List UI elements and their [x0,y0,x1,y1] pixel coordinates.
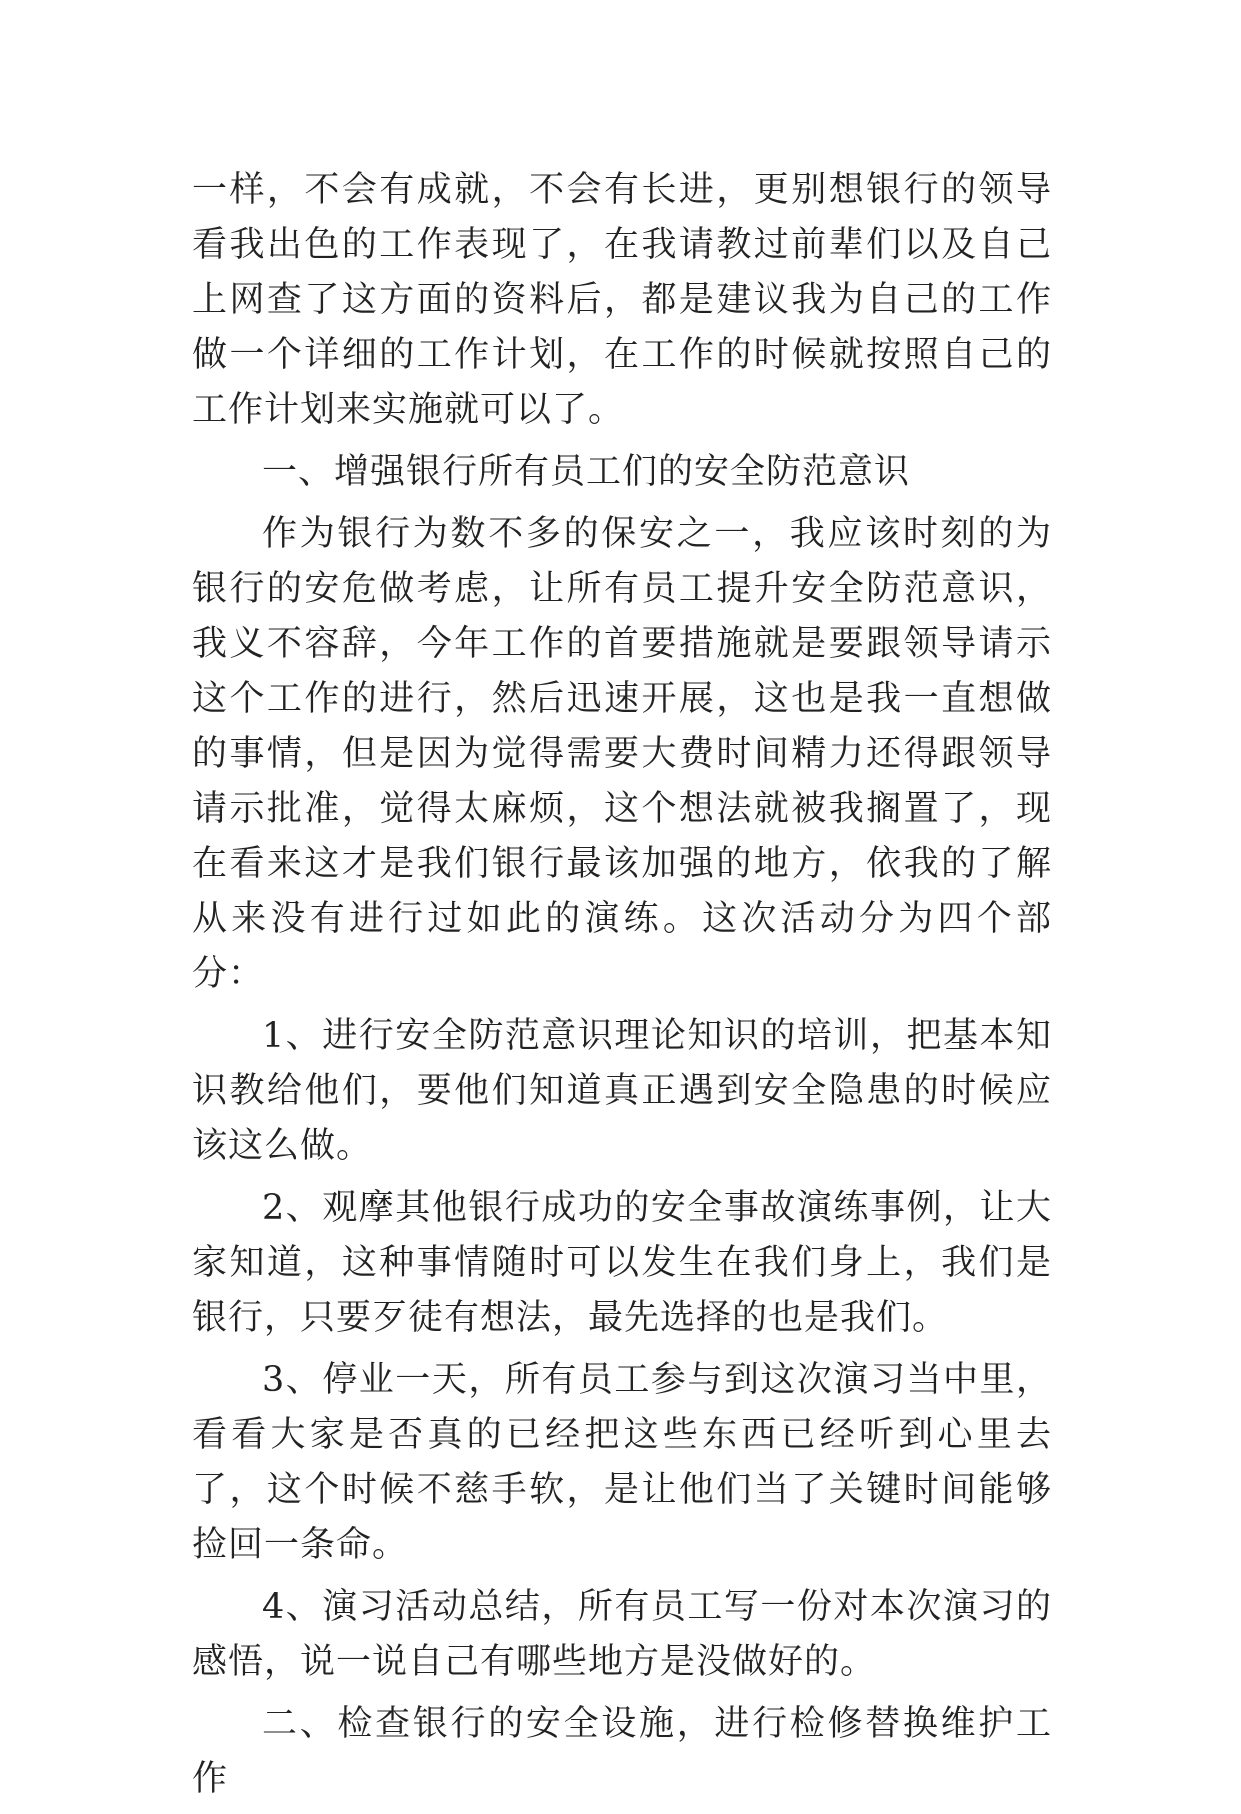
list-item: 1、进行安全防范意识理论知识的培训，把基本知识教给他们，要他们知道真正遇到安全隐患的时候应该这么做。 [192,1016,1052,1166]
document-body [192,163,1052,1814]
section-heading-2: 二、检查银行的安全设施，进行检修替换维护工作 [192,1704,1052,1799]
list-item: 3、停业一天，所有员工参与到这次演习当中里，看看大家是否真的已经把这些东西已经听到心里去了，这个时候不慈手软，是让他们当了关键时间能够捡回一条命。 [192,1360,1052,1565]
section-heading-1: 一、增强银行所有员工们的安全防范意识 [262,452,911,492]
paragraph: 作为银行为数不多的保安之一，我应该时刻的为银行的安危做考虑，让所有员工提升安全防范意识，我义不容辞，今年工作的首要措施就是要跟领导请示这个工作的进行，然后迅速开展，这也是我一直想做的事情，但是因为觉得需要大费时间精力还得跟领导请示批准，觉得太麻烦，这个想法就被我搁置了，现在看来这才是我们银行最该加强的地方，依我的了解从来没有进行过如此的演练。这次活动分为四个部分： [192,514,1052,994]
list-item: 2、观摩其他银行成功的安全事故演练事例，让大家知道，这种事情随时可以发生在我们身上，我们是银行，只要歹徒有想法，最先选择的也是我们。 [192,1188,1052,1338]
paragraph-continuation: 一样，不会有成就，不会有长进，更别想银行的领导看我出色的工作表现了，在我请教过前辈们以及自己上网查了这方面的资料后，都是建议我为自己的工作做一个详细的工作计划，在工作的时候就按照自己的工作计划来实施就可以了。 [192,170,1052,430]
list-item: 4、演习活动总结，所有员工写一份对本次演习的感悟，说一说自己有哪些地方是没做好的。 [192,1587,1052,1682]
